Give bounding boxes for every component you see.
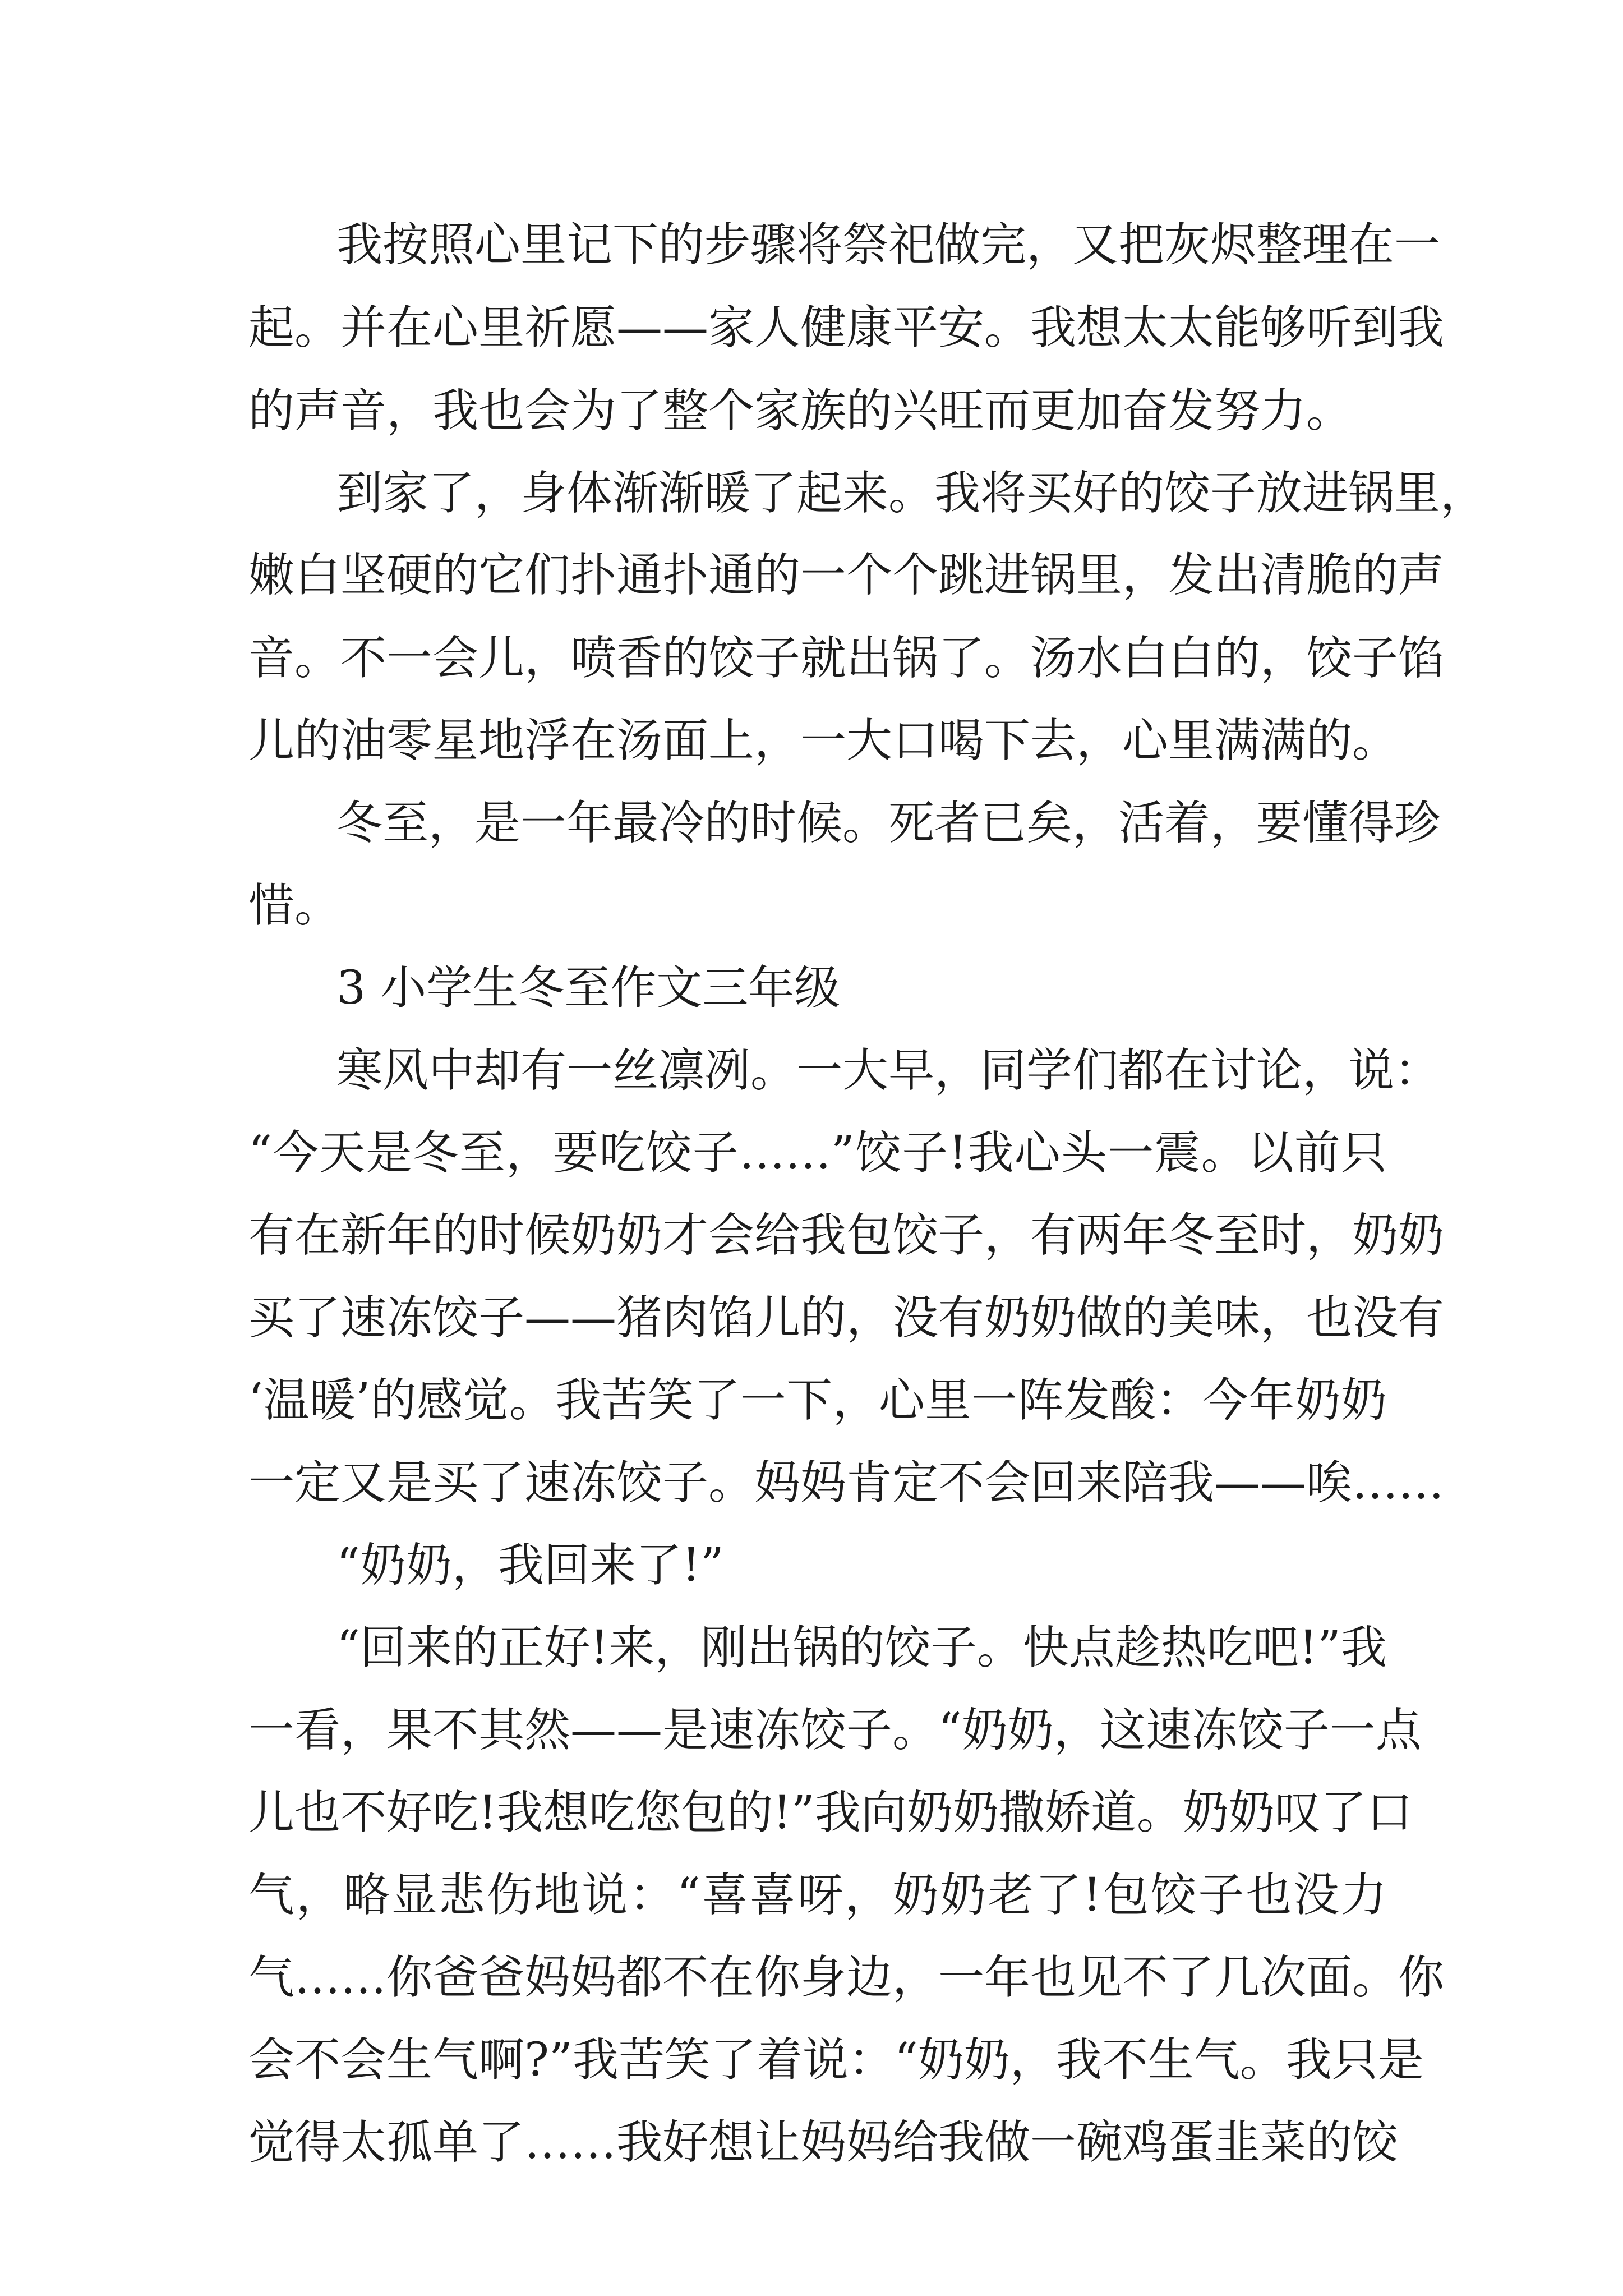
text-line: 我按照心里记下的步骤将祭祀做完，又把灰烬整理在一 [336,218,1441,272]
text-line: 寒风中却有一丝凛冽。一大早，同学们都在讨论，说： [336,1044,1441,1097]
text-line: 到家了，身体渐渐暖了起来。我将买好的饺子放进锅里， [336,467,1487,520]
text-line: “奶奶，我回来了!” [336,1539,724,1592]
text-line: 有在新年的时候奶奶才会给我包饺子，有两年冬至时，奶奶 [248,1209,1445,1262]
text-line: 会不会生气啊?”我苦笑了着说：“奶奶，我不生气。我只是 [248,2033,1424,2087]
text-line: 的声音，我也会为了整个家族的兴旺而更加奋发努力。 [248,384,1353,438]
text-line: 儿也不好吃!我想吃您包的!”我向奶奶撒娇道。奶奶叹了口 [248,1786,1413,1839]
text-line: 一定又是买了速冻饺子。妈妈肯定不会回来陪我——唉…… [248,1456,1445,1510]
text-line: 气……你爸爸妈妈都不在你身边，一年也见不了几次面。你 [248,1951,1445,2004]
text-line: 一看，果不其然——是速冻饺子。“奶奶，这速冻饺子一点 [248,1704,1422,1757]
text-line: “今天是冬至，要吃饺子……”饺子!我心头一震。以前只 [248,1126,1387,1180]
section-heading: 3 小学生冬至作文三年级 [336,961,841,1015]
text-line: 觉得太孤单了……我好想让妈妈给我做一碗鸡蛋韭菜的饺 [248,2116,1399,2169]
text-line: “回来的正好!来，刚出锅的饺子。快点趁热吃吧!”我 [336,1621,1387,1674]
text-line: 嫩白坚硬的它们扑通扑通的一个个跳进锅里，发出清脆的声 [248,549,1445,602]
text-line: 买了速冻饺子——猪肉馅儿的，没有奶奶做的美味，也没有 [248,1291,1445,1345]
text-line: 起。并在心里祈愿——家人健康平安。我想太太能够听到我 [248,301,1445,355]
text-line: 音。不一会儿，喷香的饺子就出锅了。汤水白白的，饺子馅 [248,632,1445,685]
text-line: 气，略显悲伤地说：“喜喜呀，奶奶老了!包饺子也没力 [248,1869,1387,1922]
text-line: 冬至，是一年最冷的时候。死者已矣，活着，要懂得珍 [336,797,1441,850]
text-line: ‘温暖’的感觉。我苦笑了一下，心里一阵发酸：今年奶奶 [248,1374,1387,1427]
text-line: 儿的油零星地浮在汤面上，一大口喝下去，心里满满的。 [248,714,1399,767]
text-line: 惜。 [248,879,341,932]
